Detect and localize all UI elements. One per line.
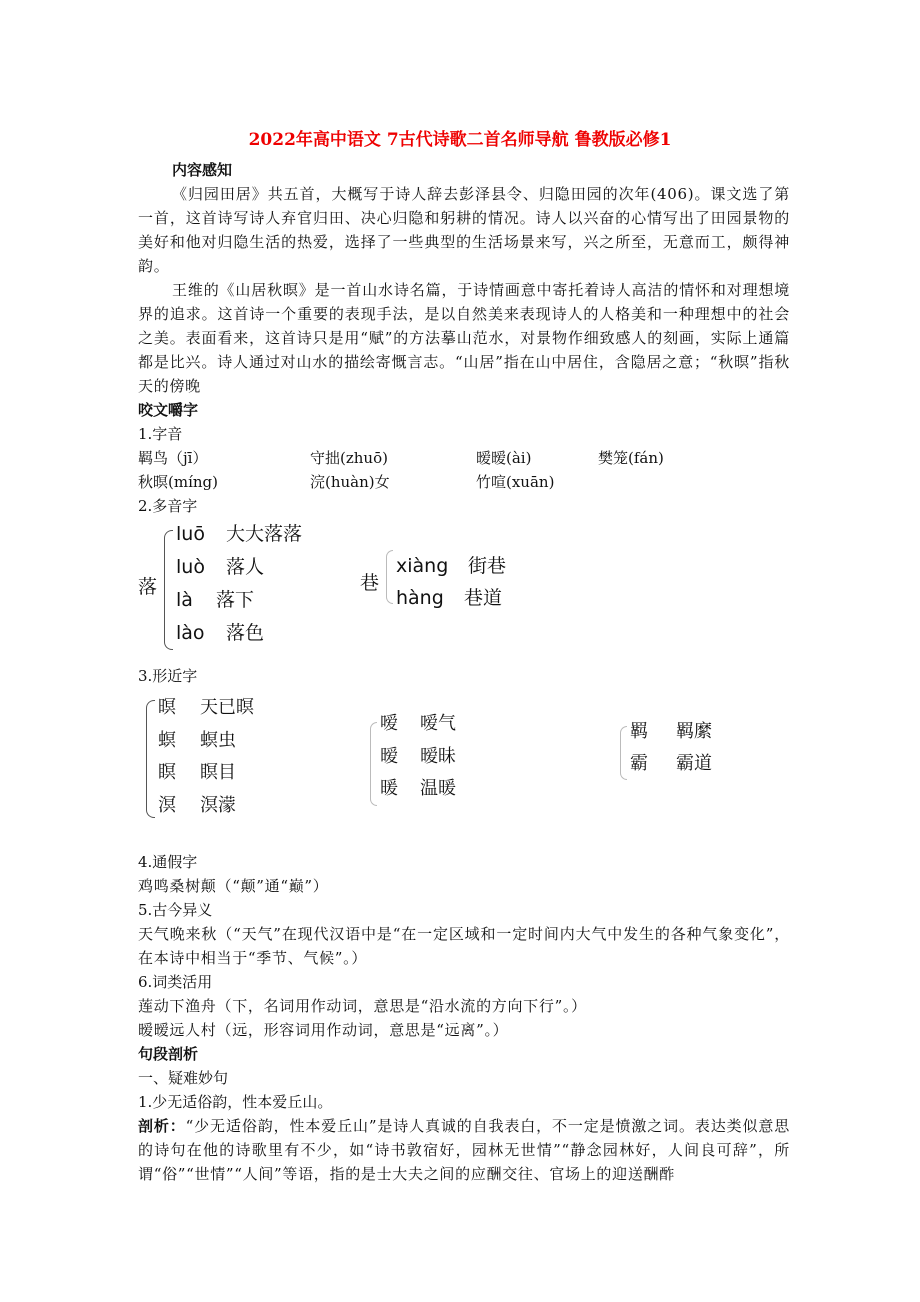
similar-chars-diagram xyxy=(138,688,790,850)
char: 溟 xyxy=(158,795,176,816)
paragraph: 莲动下渔舟（下，名词用作动词，意思是“沿水流的方向下行”。） xyxy=(138,997,587,1015)
pinyin: là xyxy=(176,589,193,611)
subheading: 2.多音字 xyxy=(138,497,198,515)
char: 瞑 xyxy=(158,762,176,783)
word: 瞑目 xyxy=(200,762,236,783)
paragraph: 暧暧远人村（远，形容词用作动词，意思是“远离”。） xyxy=(138,1021,509,1039)
char: 暖 xyxy=(380,778,398,799)
pron-item: 守拙(zhuō) xyxy=(310,449,388,467)
pron-item: 秋暝(míng) xyxy=(138,473,218,491)
brace xyxy=(620,726,627,780)
pinyin: xiàng xyxy=(396,555,449,577)
char: 羁 xyxy=(630,721,648,742)
word: 落色 xyxy=(226,622,265,644)
paragraph: 《归园田居》共五首，大概写于诗人辞去彭泽县令、归隐田园的次年(406)。课文选了第一首，这首诗写诗人弃官归田、决心归隐和躬耕的情况。诗人以兴奋的心情写出了田园景物的美好和他对归隐生活的热爱，选择了一些典型的生活场景来写，兴之所至，无意而工，颇得神韵。 xyxy=(138,185,790,275)
char: 暝 xyxy=(158,697,176,718)
heading-words: 咬文嚼字 xyxy=(138,401,199,419)
quote-line: 1.少无适俗韵，性本爱丘山。 xyxy=(138,1093,333,1111)
subheading: 6.词类活用 xyxy=(138,973,213,991)
subheading: 3.形近字 xyxy=(138,667,198,685)
pronunciation-row xyxy=(138,470,790,494)
word: 温暖 xyxy=(420,778,456,799)
word: 螟虫 xyxy=(200,730,236,751)
word: 嗳气 xyxy=(420,713,456,734)
pinyin: luō xyxy=(176,523,205,545)
word: 羁縻 xyxy=(676,721,712,742)
document-title: 2022年高中语文 7古代诗歌二首名师导航 鲁教版必修1 xyxy=(248,130,672,150)
word: 巷道 xyxy=(464,587,503,609)
brace xyxy=(370,722,377,806)
char: 霸 xyxy=(630,753,648,774)
word: 大大落落 xyxy=(226,523,303,545)
heading-content: 内容感知 xyxy=(172,161,233,179)
root-char: 落 xyxy=(138,576,158,598)
pinyin: luò xyxy=(176,556,205,578)
char: 暧 xyxy=(380,746,398,767)
pron-item: 暧暧(ài) xyxy=(476,449,532,467)
word: 溟濛 xyxy=(200,795,236,816)
pron-item: 樊笼(fán) xyxy=(598,449,664,467)
pron-item: 羁鸟（jī） xyxy=(138,449,208,467)
pinyin: hàng xyxy=(396,587,444,609)
pronunciation-row xyxy=(138,446,790,470)
analysis-text: “少无适俗韵，性本爱丘山”是诗人真诚的自我表白，不一定是愤激之词。表达类似意思的诗句在他的诗歌里有不少，如“诗书敦宿好，园林无世情”“静念园林好，人间良可辞”，所谓“俗”“世情”“人间”等语，指的是士大夫之间的应酬交往、官场上的迎送酬酢 xyxy=(138,1117,790,1183)
analysis-label: 剖析： xyxy=(138,1117,186,1135)
word: 暧昧 xyxy=(420,746,456,767)
paragraph: 天气晚来秋（“天气”在现代汉语中是“在一定区域和一定时间内大气中发生的各种气象变化”，在本诗中相当于“季节、气候”。） xyxy=(138,925,790,967)
word: 霸道 xyxy=(676,753,712,774)
subheading: 4.通假字 xyxy=(138,853,198,871)
char: 螟 xyxy=(158,730,176,751)
pron-item: 浣(huàn)女 xyxy=(310,473,390,491)
brace xyxy=(164,530,173,650)
subheading: 5.古今异义 xyxy=(138,901,213,919)
brace xyxy=(146,700,155,818)
heading-analysis: 句段剖析 xyxy=(138,1045,199,1063)
word: 街巷 xyxy=(468,555,507,577)
word: 天已暝 xyxy=(200,697,254,718)
word: 落下 xyxy=(216,589,255,611)
paragraph: 王维的《山居秋暝》是一首山水诗名篇，于诗情画意中寄托着诗人高洁的情怀和对理想境界的追求。这首诗一个重要的表现手法，是以自然美来表现诗人的人格美和一种理想中的社会之美。表面看来，这首诗只是用“赋”的方法摹山范水，对景物作细致感人的刻画，实际上通篇都是比兴。诗人通过对山水的描绘寄慨言志。“山居”指在山中居住，含隐居之意；“秋暝”指秋天的傍晚 xyxy=(138,281,790,395)
subheading: 一、疑难妙句 xyxy=(138,1069,229,1087)
root-char: 巷 xyxy=(360,572,380,594)
pinyin: lào xyxy=(176,622,205,644)
char: 嗳 xyxy=(380,713,398,734)
brace xyxy=(386,550,393,604)
polyphone-diagram xyxy=(138,518,790,664)
word: 落人 xyxy=(226,556,265,578)
subheading: 1.字音 xyxy=(138,425,183,443)
pron-item: 竹喧(xuān) xyxy=(476,473,555,491)
paragraph: 鸡鸣桑树颠（“颠”通“巅”） xyxy=(138,877,329,895)
